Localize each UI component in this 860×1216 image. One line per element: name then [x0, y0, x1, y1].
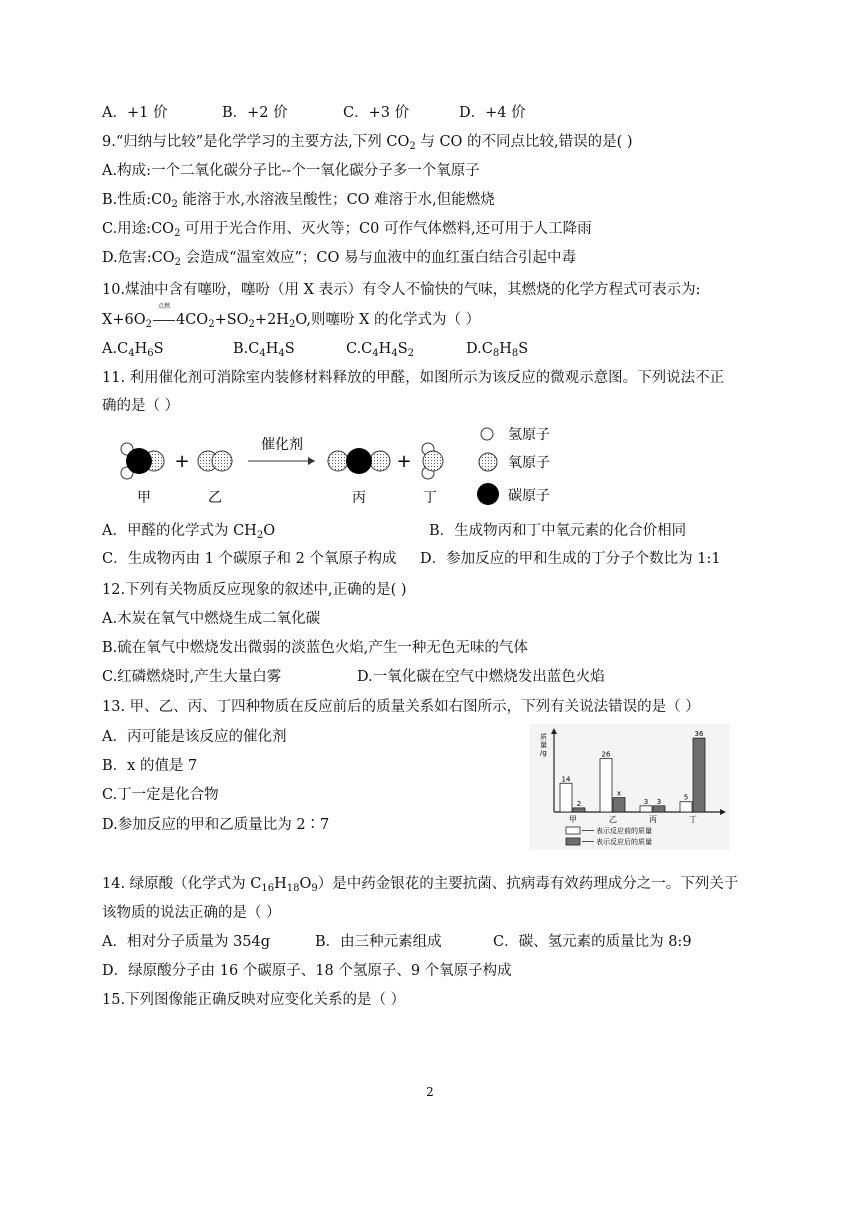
bar-after-3: [693, 738, 705, 812]
q12-option-d: D.一氧化碳在空气中燃烧发出蓝色火焰: [357, 669, 605, 685]
bar-before-3: [680, 802, 692, 812]
svg-text:氧原子: 氧原子: [508, 455, 550, 471]
svg-text:碳原子: 碳原子: [508, 488, 550, 504]
q9-option-d: D.危害$:CO_2$ 会造成“温室效应”；CO 易与血液中的血红蛋白结合引起中毒: [102, 250, 576, 268]
q12-option-b: B.硫在氧气中燃烧发出微弱的淡蓝色火焰,产生一种无色无味的气体: [102, 640, 528, 656]
q8-option-b: B．+2 价: [222, 105, 288, 121]
q11-option-a: A．甲醛的化学式为 $CH_2O$: [102, 523, 276, 541]
q13-option-d: D.参加反应的甲和乙质量比为 2∶7: [102, 817, 330, 833]
legend-carbon: [477, 483, 550, 505]
q8-option-d: D．+4 价: [459, 105, 526, 121]
bar-before-0: [560, 783, 572, 812]
q12-option-c: C.红磷燃烧时,产生大量白雾: [102, 669, 282, 685]
q15-stem: 15.下列图像能正确反映对应变化关系的是（ ）: [102, 992, 406, 1008]
q14-option-a: A．相对分子质量为 354g: [102, 934, 271, 950]
data-label-before-3: 5: [683, 793, 689, 802]
molecule-yi: [198, 451, 232, 471]
bar-after-1: [613, 798, 625, 812]
q9-option-c: C.用途$:CO_2$ 可用于光合作用、灭火等；C0 可作气体燃料,还可用于人工降雨: [102, 221, 592, 239]
q12-stem: 12.下列有关物质反应现象的叙述中,正确的是( ): [102, 582, 407, 598]
arrow-head-icon: [308, 457, 315, 465]
chart-ylabel-line3: /g: [540, 749, 547, 757]
data-label-after-0: 2: [576, 799, 582, 808]
molecule-jia: [121, 443, 164, 479]
data-label-before-2: 3: [643, 797, 649, 806]
legend-oxygen: [479, 453, 550, 471]
q14-option-b: B．由三种元素组成: [315, 934, 442, 950]
q8-option-a: A．+1 价: [102, 105, 168, 121]
label-ding: 丁: [423, 490, 437, 506]
legend-label-after: 表示反应后的质量: [596, 838, 652, 846]
q10-option-c: $C.C_4H_4S_2$: [346, 341, 414, 359]
q11-option-b: B．生成物丙和丁中氧元素的化合价相同: [429, 523, 687, 539]
chart-ylabel-line2: 量: [540, 741, 547, 749]
data-label-after-2: 3: [656, 797, 662, 806]
bar-before-1: [600, 759, 612, 812]
q11-option-d: D．参加反应的甲和生成的丁分子个数比为 1:1: [420, 551, 721, 567]
q13-option-a: A．丙可能是该反应的催化剂: [102, 729, 287, 745]
q10-option-b: $B.C_4H_4S$: [233, 341, 295, 359]
data-label-after-1: x: [616, 789, 622, 798]
reaction-arrow: [152, 303, 176, 330]
q10-equation: $X+6O_2$ 点燃 $4CO_2+SO_2+2H_2O$,则噻吩 X 的化学式为（ ）: [102, 303, 481, 330]
bar-before-2: [640, 806, 652, 812]
q9-stem: 9.“归纳与比较”是化学学习的主要方法,下列 $CO_2$ 与 CO 的不同点比较,错误的是( ): [102, 134, 633, 152]
data-label-before-0: 14: [561, 775, 571, 784]
svg-text:氢原子: 氢原子: [508, 427, 550, 443]
q10-option-a: $A.C_4H_6S$: [102, 341, 164, 359]
catalyst-label: 催化剂: [261, 437, 303, 453]
q12-option-a: A.木炭在氧气中燃烧生成二氧化碳: [102, 611, 321, 627]
q14-stem-line2: 该物质的说法正确的是（ ）: [102, 905, 281, 921]
legend-swatch-before: [566, 827, 580, 834]
data-label-before-1: 26: [601, 750, 611, 759]
q13-option-c: C.丁一定是化合物: [102, 787, 219, 803]
label-jia: 甲: [137, 490, 151, 506]
q9-option-a: A.构成:一个二氧化碳分子比--个一氧化碳分子多一个氧原子: [102, 163, 480, 179]
bar-after-2: [653, 806, 665, 812]
q14-option-c: C．碳、氢元素的质量比为 8:9: [493, 934, 692, 950]
q11-option-c: C．生成物丙由 1 个碳原子和 2 个氧原子构成: [102, 551, 397, 567]
molecule-ding: [422, 443, 443, 479]
q10-option-d: $D.C_8H_8S$: [466, 341, 529, 359]
q13-stem: 13. 甲、乙、丙、丁四种物质在反应前后的质量关系如右图所示，下列有关说法错误的是（ ）: [102, 699, 700, 715]
reaction-diagram: [100, 420, 600, 520]
q11-stem-line1: 11. 利用催化剂可消除室内装修材料释放的甲醛，如图所示为该反应的微观示意图。下列说法不正: [102, 370, 725, 386]
q13-option-b: B．x 的值是 7: [102, 758, 198, 774]
q10-stem: 10.煤油中含有噻吩，噻吩（用 X 表示）有令人不愉快的气味，其燃烧的化学方程式可表示为:: [102, 282, 701, 298]
page-number: 2: [426, 1085, 434, 1099]
plus-sign-2: +: [396, 451, 412, 472]
plus-sign-1: +: [174, 451, 190, 472]
data-label-after-3: 36: [694, 730, 704, 739]
q11-stem-line2: 确的是（ ）: [102, 398, 180, 414]
x-tick-label-0: 甲: [569, 815, 577, 824]
label-bing: 丙: [352, 490, 366, 506]
q14-stem-line1: 14. 绿原酸（化学式为 $C_{16}H_{18}O_9$）是中药金银花的主要抗菌、抗病毒有效药理成分之一。下列关于: [102, 876, 739, 894]
reaction-condition: 点燃: [157, 303, 170, 310]
q9-option-b: B.性质$:C0_2$ 能溶于水,水溶液呈酸性；CO 难溶于水,但能燃烧: [102, 192, 495, 210]
x-tick-label-1: 乙: [609, 815, 617, 824]
q14-option-d: D．绿原酸分子由 16 个碳原子、18 个氢原子、9 个氧原子构成: [102, 963, 512, 979]
chart-ylabel-line1: 质: [540, 733, 547, 741]
x-tick-label-2: 丙: [649, 815, 657, 824]
x-tick-label-3: 丁: [689, 815, 697, 824]
mass-bar-chart: [530, 724, 730, 850]
legend-hydrogen: [481, 427, 550, 443]
legend-swatch-after: [566, 838, 580, 845]
label-yi: 乙: [208, 490, 222, 506]
q8-option-c: C．+3 价: [343, 105, 410, 121]
bar-after-0: [573, 808, 585, 812]
molecule-bing: [328, 448, 390, 474]
legend-label-before: 表示反应前的质量: [596, 827, 652, 835]
